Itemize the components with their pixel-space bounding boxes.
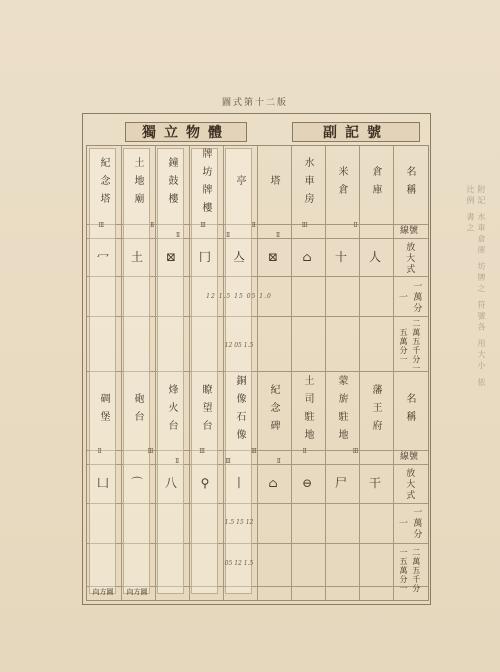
symbol-vassal-palace: ⼲: [368, 476, 381, 491]
name-blockhouse: 碉堡: [98, 393, 109, 429]
row-label-enlarged-bottom: 放大式: [404, 467, 415, 501]
line-markers-bottom: Ⅱ Ⅲ Ⅲ Ⅲ Ⅱ Ⅲ Ⅱ Ⅲ Ⅱ: [97, 448, 381, 465]
row-label-scale2-top: 二萬五千分一五萬分一: [399, 319, 421, 373]
row-label-scale1-bottom: 一萬分一: [397, 506, 422, 540]
symbol-warehouse: ⼈: [368, 250, 381, 265]
symbol-waterwheel-house: ⌂: [302, 250, 312, 265]
symbol-bell-drum-tower: ⊠: [165, 250, 177, 265]
name-beacon-tower: 烽火台: [166, 384, 177, 438]
header-auxiliary-marks: 副記號: [292, 122, 420, 142]
name-warehouse: 倉庫: [370, 166, 381, 202]
symbol-pagoda: ⊠: [267, 250, 279, 265]
scale-values-1-bottom: 1.5 15 12: [224, 519, 254, 527]
name-banner-seat: 蒙旂駐地: [336, 375, 347, 447]
name-bell-drum-tower: 鐘鼓樓: [166, 157, 177, 211]
name-chieftain-seat: 土司駐地: [302, 375, 313, 447]
row-label-name-bottom: 名稱: [404, 393, 415, 429]
pencil-annotation: 附記 水車倉庫 坊牌之 符號各 用大小 依比例 書之: [466, 185, 486, 389]
scale-values-1-top: 12 1.5 15 05 1.0: [206, 293, 272, 301]
name-vassal-palace: 藩王府: [370, 384, 381, 438]
name-memorial-tower: 紀念塔: [98, 157, 109, 211]
row-label-line-bottom: 線號: [399, 451, 418, 462]
symbol-battery: ⌒: [130, 476, 143, 491]
scale-values-2-bottom: 05 12 1.5: [224, 560, 254, 568]
footer-direction-left: 向方圓: [92, 587, 114, 596]
row-label-name-top: 名稱: [404, 166, 415, 202]
line-markers-top: Ⅲ Ⅱ Ⅲ Ⅱ Ⅲ Ⅱ Ⅱ Ⅱ Ⅱ: [98, 222, 380, 239]
row-label-line-top: 線號: [399, 225, 418, 236]
symbol-memorial-arch: ⼌: [198, 250, 211, 265]
symbol-rice-granary: ⼗: [334, 250, 347, 265]
name-watchtower: 瞭望台: [200, 384, 211, 438]
symbol-beacon-tower: ⼋: [164, 476, 177, 491]
symbol-watchtower: ⚲: [200, 476, 210, 491]
symbol-banner-seat: ⼫: [334, 476, 347, 491]
symbol-chieftain-seat: ⊖: [301, 476, 313, 491]
name-memorial-arch: 牌坊牌樓: [200, 148, 211, 220]
symbol-monument: ⌂: [268, 476, 278, 491]
row-label-scale2-bottom: 二萬五千分一五萬分一: [399, 547, 421, 593]
name-battery: 砲台: [132, 393, 143, 429]
footer-direction-right: 向方圓: [126, 587, 148, 596]
name-rice-granary: 米倉: [336, 166, 347, 202]
name-pavilion: 亭: [234, 175, 245, 193]
symbol-blockhouse: ⼐: [96, 476, 109, 491]
name-earth-temple: 土地廟: [132, 157, 143, 211]
scale-values-2-top: 12 05 1.5: [224, 342, 254, 350]
header-independent-objects: 獨立物體: [125, 122, 247, 142]
symbol-earth-temple: 土: [130, 250, 143, 265]
name-waterwheel-house: 水車房: [302, 157, 313, 211]
name-statue: 銅像石像: [234, 375, 245, 447]
symbol-pavilion: 亼: [232, 250, 245, 265]
row-label-enlarged-top: 放大式: [404, 241, 415, 275]
symbol-statue: ⼁: [232, 476, 245, 491]
plate-title: 圖式第十二版: [221, 98, 288, 108]
symbol-memorial-tower: ⼍: [96, 250, 109, 265]
name-monument: 紀念碑: [268, 384, 279, 438]
row-label-scale1-top: 一萬分一: [397, 280, 422, 314]
name-pagoda: 塔: [268, 175, 279, 193]
